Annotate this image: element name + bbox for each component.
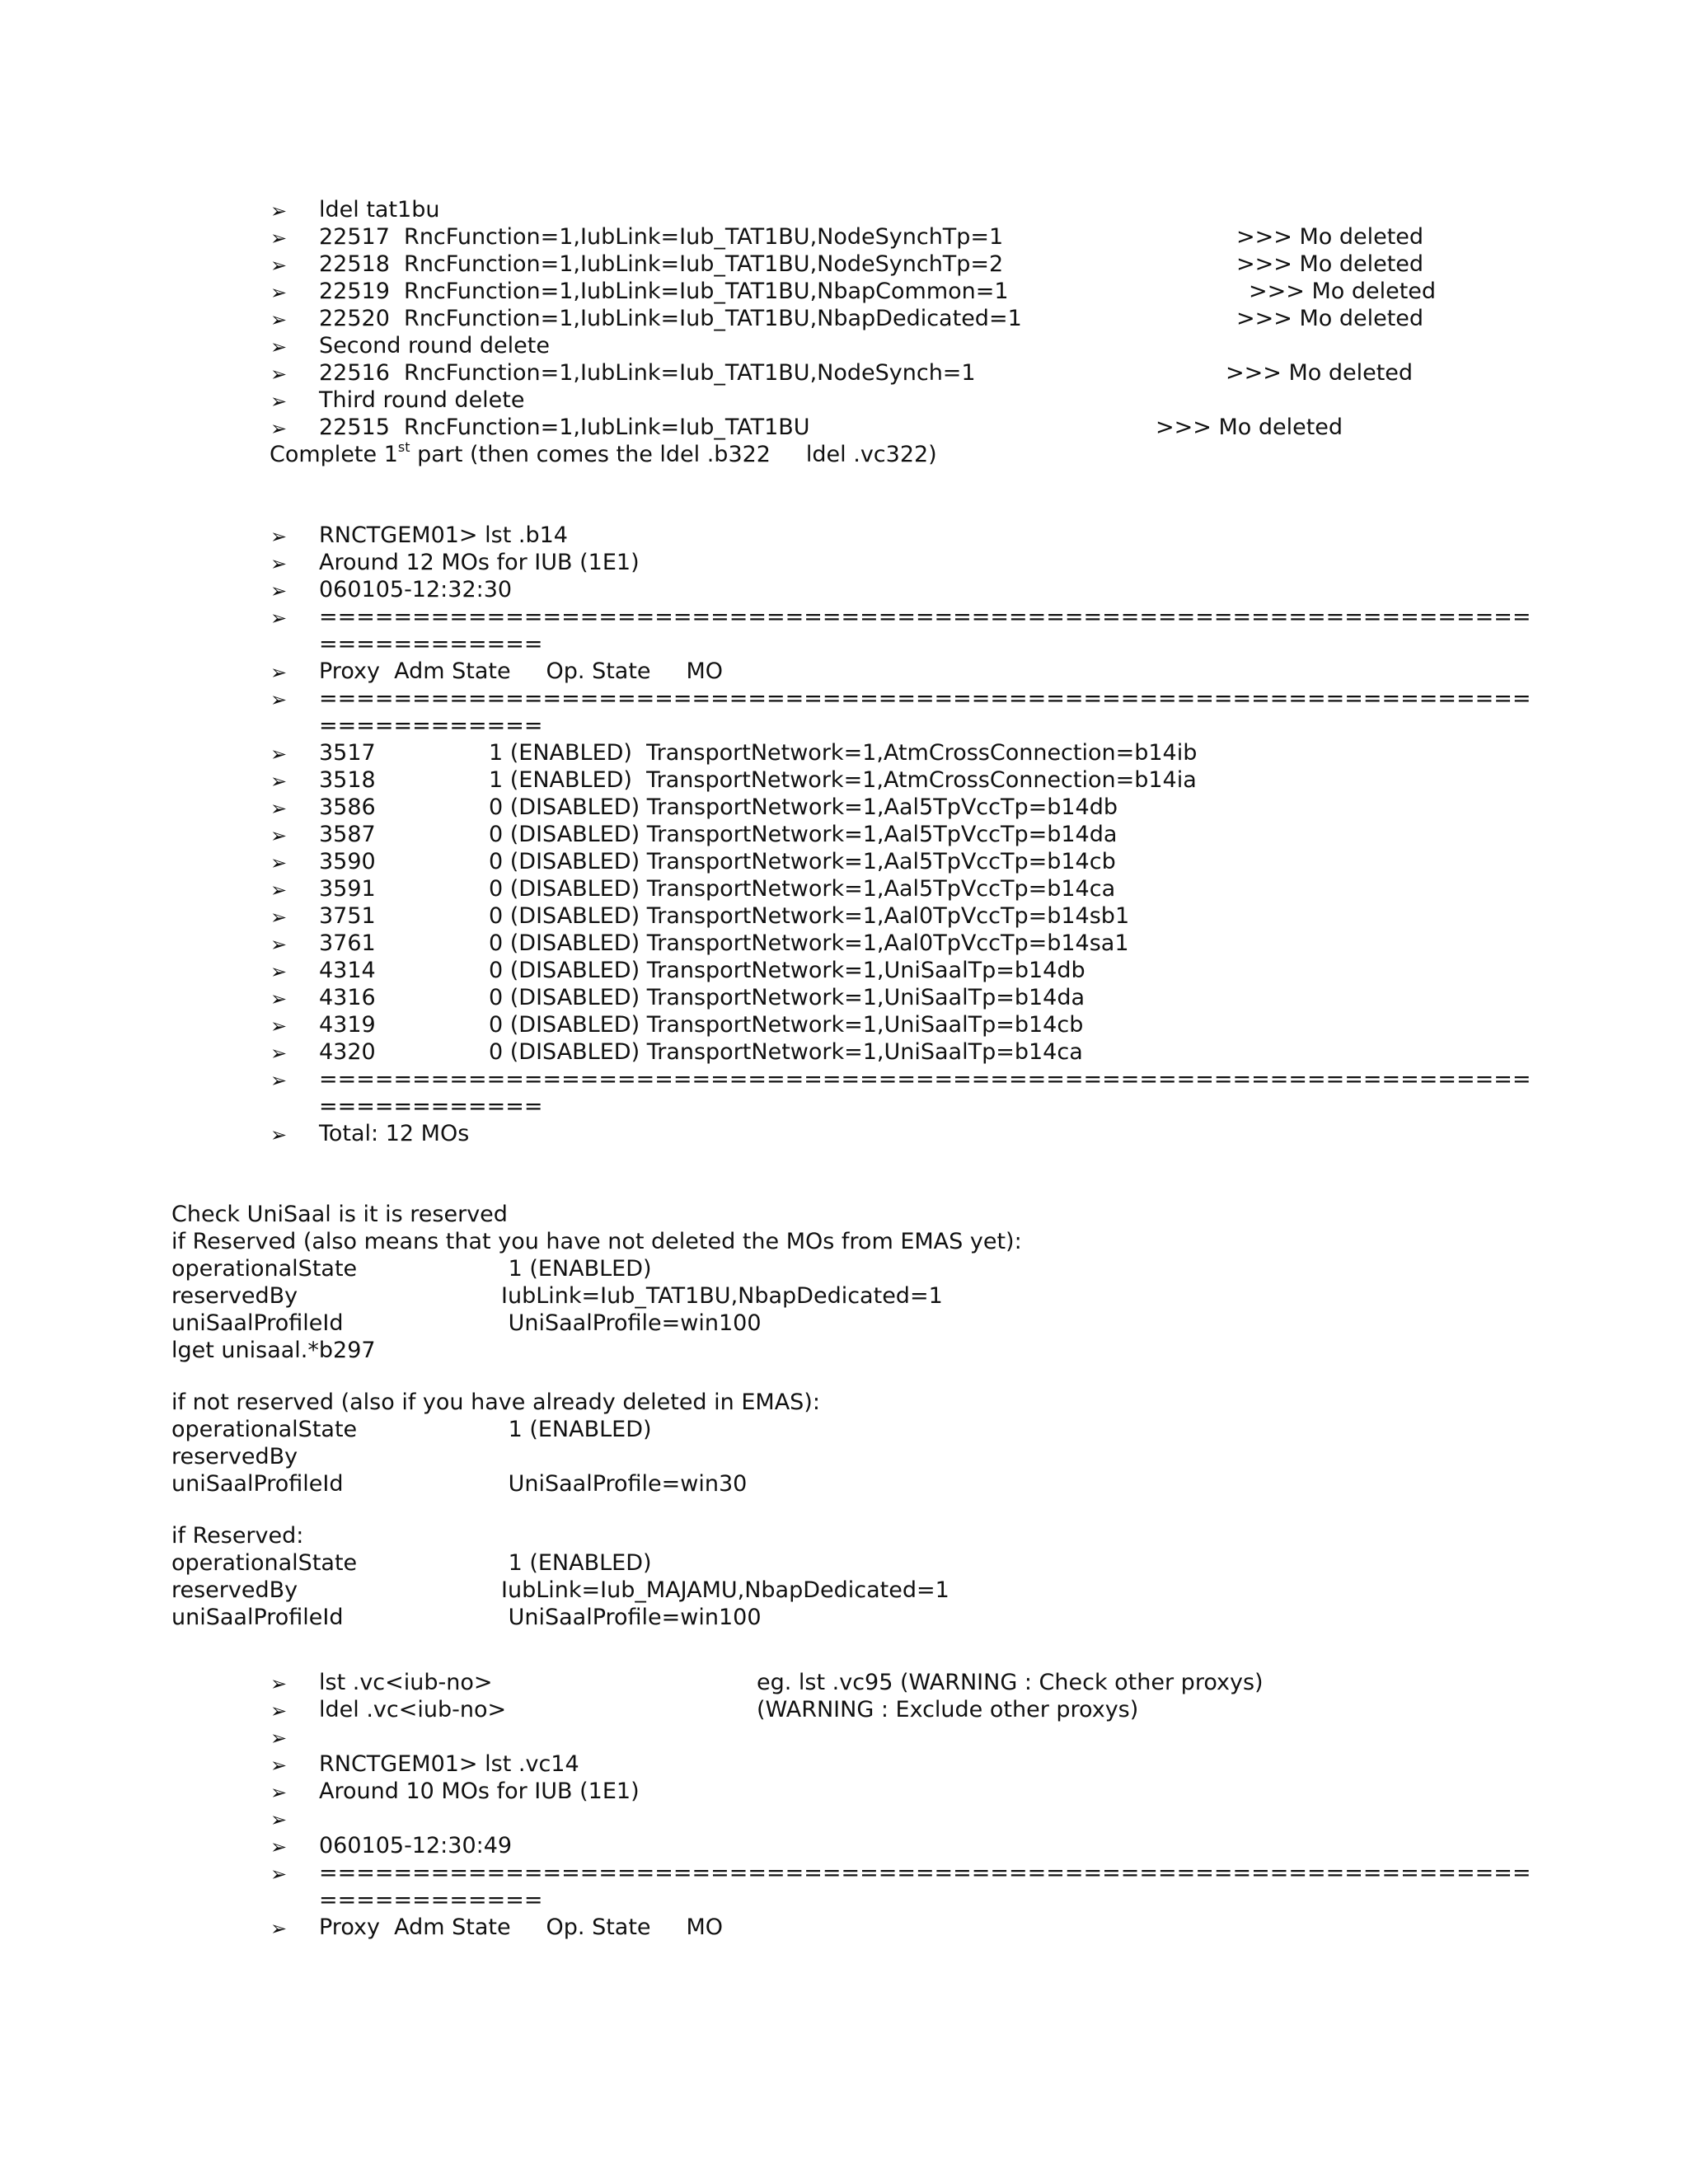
timestamp: 060105-12:30:49 (319, 1833, 513, 1858)
delete-result: >>> Mo deleted (1226, 360, 1414, 386)
mo-proxy: 4316 (319, 985, 376, 1010)
attr-value: 1 (ENABLED) (501, 1550, 652, 1576)
bullet-icon: ➢ (270, 417, 288, 440)
complete-note (270, 441, 937, 468)
separator-line: ============ (319, 1887, 543, 1913)
bullet-icon: ➢ (270, 1699, 288, 1722)
bullet-icon: ➢ (270, 1808, 288, 1831)
bullet-icon: ➢ (270, 363, 288, 386)
delete-result: >>> Mo deleted (1236, 224, 1424, 250)
command-line: RNCTGEM01> lst .vc14 (319, 1751, 579, 1777)
mo-state: 0 (DISABLED) TransportNetwork=1,Aal5TpVccTp=b14da (489, 822, 1118, 847)
delete-log-line: 22516 RncFunction=1,IubLink=Iub_TAT1BU,NodeSynch=1 (319, 360, 976, 386)
mo-proxy: 4314 (319, 958, 376, 983)
delete-result: >>> Mo deleted (1236, 306, 1424, 331)
mo-state: 0 (DISABLED) TransportNetwork=1,UniSaalTp=b14da (489, 985, 1085, 1010)
mo-proxy: 3751 (319, 903, 376, 929)
bullet-icon: ➢ (270, 743, 288, 766)
delete-log-line: 22518 RncFunction=1,IubLink=Iub_TAT1BU,NodeSynchTp=2 (319, 251, 1004, 277)
delete-log-line: 22520 RncFunction=1,IubLink=Iub_TAT1BU,NbapDedicated=1 (319, 306, 1022, 331)
separator-line: ================================================================= (319, 1860, 1531, 1886)
table-header: Proxy Adm State Op. State MO (319, 658, 724, 684)
attr-key: uniSaalProfileId (171, 1310, 344, 1336)
delete-result: >>> Mo deleted (1236, 251, 1424, 277)
mo-proxy: 3761 (319, 930, 376, 956)
bullet-icon: ➢ (270, 1123, 288, 1146)
delete-log-line: Third round delete (319, 387, 525, 413)
mo-state: 0 (DISABLED) TransportNetwork=1,Aal0TpVccTp=b14sa1 (489, 930, 1129, 956)
complete-note-suffix: part (then comes the ldel .b322 ldel .vc322) (410, 442, 937, 467)
bullet-icon: ➢ (270, 199, 288, 223)
bullet-icon: ➢ (270, 1727, 288, 1750)
attr-key: reservedBy (171, 1577, 298, 1603)
delete-result: >>> Mo deleted (1249, 279, 1437, 304)
attr-key: reservedBy (171, 1444, 298, 1469)
delete-log-line: Second round delete (319, 333, 550, 359)
attr-value: 1 (ENABLED) (501, 1256, 652, 1282)
mo-state: 0 (DISABLED) TransportNetwork=1,UniSaalTp=b14db (489, 958, 1085, 983)
delete-log-line: 22517 RncFunction=1,IubLink=Iub_TAT1BU,NodeSynchTp=1 (319, 224, 1004, 250)
attr-key: operationalState (171, 1256, 358, 1282)
delete-log-line: 22519 RncFunction=1,IubLink=Iub_TAT1BU,NbapCommon=1 (319, 279, 1009, 304)
attr-value: UniSaalProfile=win100 (501, 1310, 762, 1336)
command-line: RNCTGEM01> lst .b14 (319, 523, 568, 548)
attr-value: IubLink=Iub_MAJAMU,NbapDedicated=1 (501, 1577, 950, 1603)
delete-log-line: 22515 RncFunction=1,IubLink=Iub_TAT1BU (319, 415, 810, 440)
mo-proxy: 3518 (319, 767, 376, 793)
reserved-condition: if Reserved: (171, 1523, 304, 1549)
mo-state: 0 (DISABLED) TransportNetwork=1,Aal5TpVccTp=b14ca (489, 876, 1116, 902)
mo-state: 1 (ENABLED) TransportNetwork=1,AtmCrossConnection=b14ib (489, 740, 1198, 766)
bullet-icon: ➢ (270, 1917, 288, 1940)
bullet-icon: ➢ (270, 906, 288, 929)
bullet-icon: ➢ (270, 661, 288, 684)
bullet-icon: ➢ (270, 1015, 288, 1038)
timestamp: 060105-12:32:30 (319, 577, 513, 602)
separator-line: ================================================================= (319, 1066, 1531, 1092)
bullet-icon: ➢ (270, 987, 288, 1010)
lget-command: lget unisaal.*b297 (171, 1338, 376, 1363)
mo-state: 0 (DISABLED) TransportNetwork=1,UniSaalTp=b14cb (489, 1012, 1084, 1038)
mo-state: 0 (DISABLED) TransportNetwork=1,UniSaalTp=b14ca (489, 1039, 1083, 1065)
separator-line: ============ (319, 631, 543, 657)
not-reserved-condition: if not reserved (also if you have already deleted in EMAS): (171, 1390, 820, 1415)
bullet-icon: ➢ (270, 1754, 288, 1777)
bullet-icon: ➢ (270, 879, 288, 902)
bullet-icon: ➢ (270, 607, 288, 630)
mo-proxy: 3587 (319, 822, 376, 847)
command-line: lst .vc<iub-no> (319, 1670, 493, 1695)
mo-state: 0 (DISABLED) TransportNetwork=1,Aal0TpVccTp=b14sb1 (489, 903, 1130, 929)
bullet-icon: ➢ (270, 797, 288, 820)
attr-key: operationalState (171, 1417, 358, 1442)
separator-line: ================================================================= (319, 686, 1531, 711)
bullet-icon: ➢ (270, 552, 288, 575)
table-header: Proxy Adm State Op. State MO (319, 1915, 724, 1940)
separator-line: ============ (319, 1094, 543, 1119)
bullet-icon: ➢ (270, 824, 288, 847)
bullet-icon: ➢ (270, 1863, 288, 1886)
bullet-icon: ➢ (270, 933, 288, 956)
separator-line: ============ (319, 713, 543, 738)
command-line: ldel .vc<iub-no> (319, 1697, 507, 1722)
bullet-icon: ➢ (270, 335, 288, 359)
bullet-icon: ➢ (270, 1069, 288, 1092)
reserved-condition: if Reserved (also means that you have not deleted the MOs from EMAS yet): (171, 1229, 1022, 1254)
bullet-icon: ➢ (270, 1835, 288, 1858)
attr-key: reservedBy (171, 1283, 298, 1309)
bullet-icon: ➢ (270, 960, 288, 983)
bullet-icon: ➢ (270, 1042, 288, 1065)
bullet-icon: ➢ (270, 308, 288, 331)
mo-count-note: Around 10 MOs for IUB (1E1) (319, 1779, 640, 1804)
mo-state: 0 (DISABLED) TransportNetwork=1,Aal5TpVccTp=b14cb (489, 849, 1116, 874)
bullet-icon: ➢ (270, 1781, 288, 1804)
command-note: (WARNING : Exclude other proxys) (757, 1697, 1139, 1722)
bullet-icon: ➢ (270, 254, 288, 277)
bullet-icon: ➢ (270, 579, 288, 602)
total-line: Total: 12 MOs (319, 1121, 470, 1146)
mo-proxy: 3590 (319, 849, 376, 874)
check-heading: Check UniSaal is it is reserved (171, 1202, 508, 1227)
attr-value: 1 (ENABLED) (501, 1417, 652, 1442)
bullet-icon: ➢ (270, 1672, 288, 1695)
bullet-icon: ➢ (270, 525, 288, 548)
bullet-icon: ➢ (270, 851, 288, 874)
attr-value: UniSaalProfile=win100 (501, 1605, 762, 1630)
mo-state: 1 (ENABLED) TransportNetwork=1,AtmCrossConnection=b14ia (489, 767, 1197, 793)
mo-count-note: Around 12 MOs for IUB (1E1) (319, 550, 640, 575)
mo-proxy: 4320 (319, 1039, 376, 1065)
complete-note-prefix: Complete 1 (270, 442, 398, 467)
bullet-icon: ➢ (270, 390, 288, 413)
attr-key: uniSaalProfileId (171, 1471, 344, 1497)
attr-key: operationalState (171, 1550, 358, 1576)
attr-key: uniSaalProfileId (171, 1605, 344, 1630)
complete-note-sup: st (397, 439, 410, 455)
mo-state: 0 (DISABLED) TransportNetwork=1,Aal5TpVccTp=b14db (489, 794, 1118, 820)
mo-proxy: 4319 (319, 1012, 376, 1038)
attr-value: UniSaalProfile=win30 (501, 1471, 748, 1497)
attr-value: IubLink=Iub_TAT1BU,NbapDedicated=1 (501, 1283, 943, 1309)
delete-result: >>> Mo deleted (1156, 415, 1343, 440)
separator-line: ================================================================= (319, 604, 1531, 630)
delete-log-line: ldel tat1bu (319, 197, 440, 223)
mo-proxy: 3517 (319, 740, 376, 766)
command-note: eg. lst .vc95 (WARNING : Check other proxys) (757, 1670, 1264, 1695)
bullet-icon: ➢ (270, 688, 288, 711)
bullet-icon: ➢ (270, 770, 288, 793)
mo-proxy: 3586 (319, 794, 376, 820)
mo-proxy: 3591 (319, 876, 376, 902)
bullet-icon: ➢ (270, 281, 288, 304)
bullet-icon: ➢ (270, 227, 288, 250)
